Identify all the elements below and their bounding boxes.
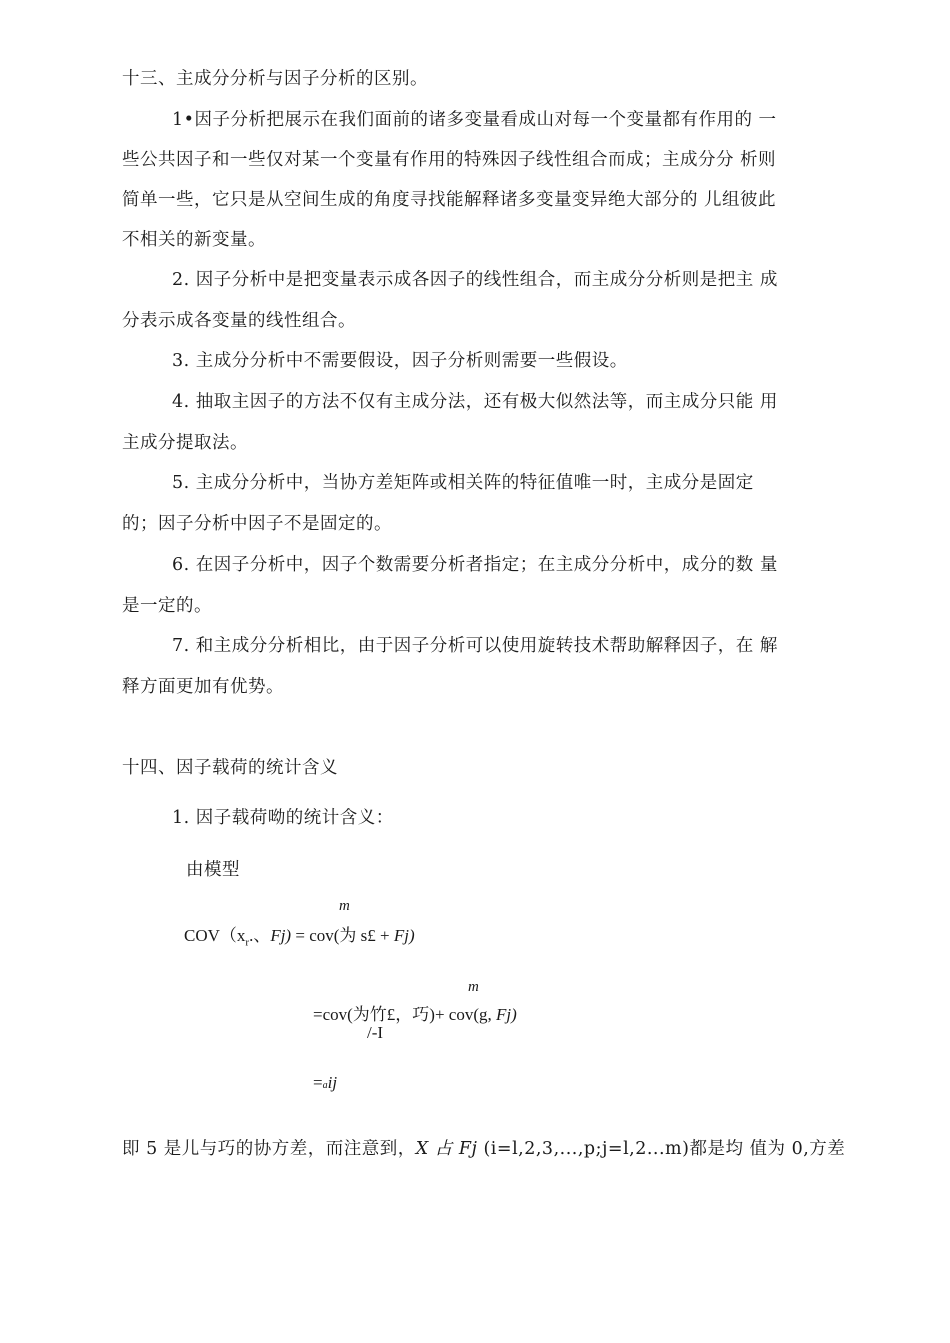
equation-2 <box>313 1000 517 1025</box>
para-5-line-1: 5. 主成分分析中，当协方差矩阵或相关阵的特征值唯一时，主成分是固定 <box>172 473 754 493</box>
para-1-line-1: 1•因子分析把展示在我们面前的诸多变量看成山对每一个变量都有作用的 一 <box>172 110 777 130</box>
last-line-a: 即 5 是儿与巧的协方差，而注意到， <box>122 1139 416 1159</box>
eq2-subscript: /-I <box>367 1023 384 1042</box>
eq3-ij: ij <box>327 1073 338 1092</box>
para-7-line-2: 释方面更加有优势。 <box>122 677 284 697</box>
last-line <box>122 1137 845 1161</box>
para-1-line-3: 简单一些，它只是从空间生成的角度寻找能解释诸多变量变异绝大部分的 儿组彼此 <box>122 190 777 210</box>
para-4-line-2: 主成分提取法。 <box>122 433 248 453</box>
item-1: 1. 因子载荷呦的统计含义： <box>172 808 394 828</box>
para-7-line-1: 7. 和主成分分析相比，由于因子分析可以使用旋转技术帮助解释因子，在 解 <box>172 636 778 656</box>
model-label: 由模型 <box>186 860 240 880</box>
equation-3 <box>313 1073 337 1093</box>
eq3-prefix: = <box>313 1073 323 1092</box>
eq2-main: =cov(为竹£，巧)+ cov(g, <box>313 1005 496 1024</box>
eq1-subscript: r <box>245 936 250 949</box>
section-13-heading: 十三、主成分分析与因子分析的区别。 <box>122 69 428 89</box>
section-14-heading: 十四、因子载荷的统计含义 <box>122 758 338 778</box>
last-line-b: X 占 Fj <box>415 1139 478 1159</box>
eq2-fj: Fj) <box>496 1005 517 1024</box>
equation-1 <box>184 921 415 948</box>
para-1-line-4: 不相关的新变量。 <box>122 230 266 250</box>
eq1-lhs: COV（x <box>184 926 246 945</box>
eq1-rhs: = cov(为 s£ + <box>291 926 394 945</box>
eq3-small: a <box>322 1080 328 1091</box>
para-6-line-2: 是一定的。 <box>122 596 212 616</box>
para-3-line-1: 3. 主成分分析中不需要假设，因子分析则需要一些假设。 <box>172 351 628 371</box>
last-line-c: (i=l,2,3,...,p;j=l,2...m)都是均 值为 0,方差 <box>477 1139 846 1159</box>
para-1-line-2: 些公共因子和一些仅对某一个变量有作用的特殊因子线性组合而成；主成分分 析则 <box>122 150 777 170</box>
para-6-line-1: 6. 在因子分析中，因子个数需要分析者指定；在主成分分析中，成分的数 量 <box>172 555 778 575</box>
eq2-superscript: m <box>468 979 479 995</box>
eq1-lhs-fj: Fj) <box>270 926 292 945</box>
para-5-line-2: 的；因子分析中因子不是固定的。 <box>122 514 392 534</box>
para-2-line-2: 分表示成各变量的线性组合。 <box>122 311 356 331</box>
para-4-line-1: 4. 抽取主因子的方法不仅有主成分法，还有极大似然法等，而主成分只能 用 <box>172 392 778 412</box>
eq1-superscript: m <box>339 898 350 914</box>
eq1-rhs-fj: Fj) <box>393 926 415 945</box>
para-2-line-1: 2. 因子分析中是把变量表示成各因子的线性组合，而主成分分析则是把主 成 <box>172 270 778 290</box>
eq1-lhs-sep: .、 <box>249 926 271 945</box>
